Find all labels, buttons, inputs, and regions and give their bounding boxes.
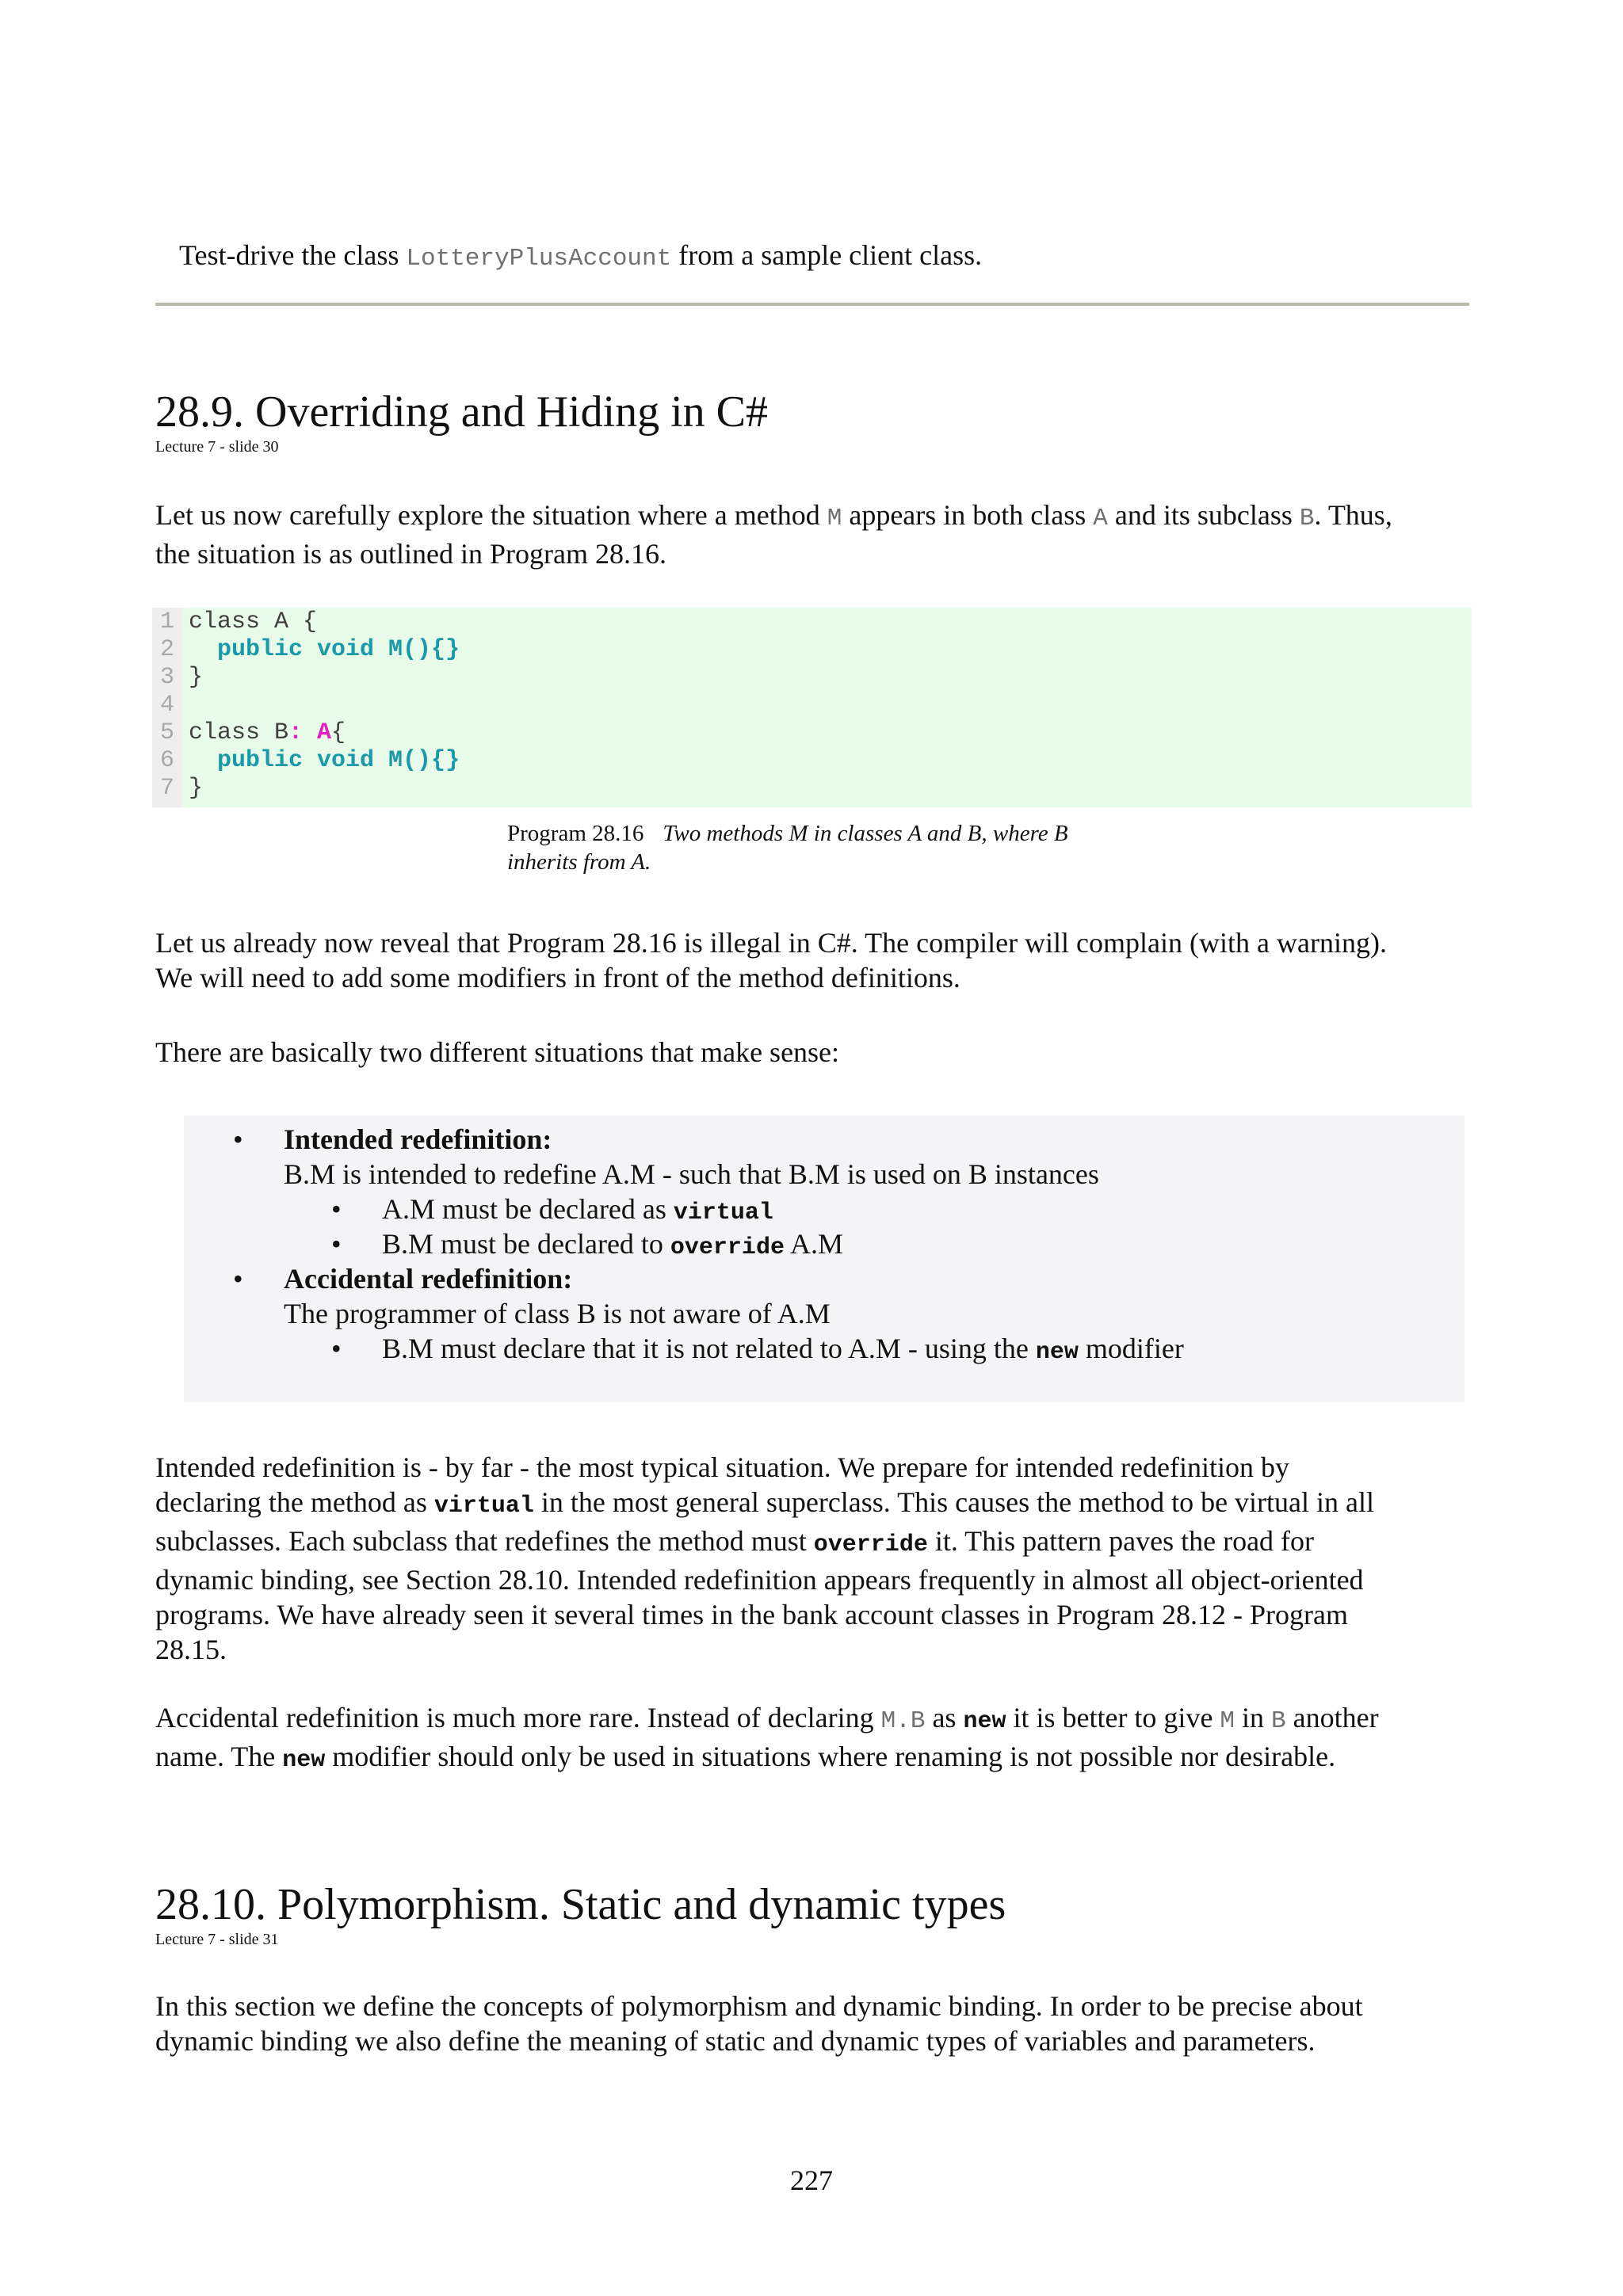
intro-paragraph: Let us now carefully explore the situation where a method M appears in both class A and its subclass B. Thus, the situation is as outlined in Program 28.16. [155, 499, 1392, 570]
paragraph: Accidental redefinition is much more rare. Instead of declaring M.B as new it is better to give M in B another name. The new modifier should only be used in situations where renaming is not possible nor desirable. [155, 1702, 1379, 1774]
paragraph: Intended redefinition is - by far - the most typical situation. We prepare for intended redefinition by declaring the method as virtual in the most general superclass. This causes the method to be virtual in all subclasses. Each subclass that redefines the method must override it. This pattern paves the road for dynamic binding, see Section 28.10. Intended redefinition appears frequently in almost all object-oriented programs. We have already seen it several times in the bank account classes in Program 28.12 - Program 28.15. [155, 1451, 1375, 1665]
bullet-box: • Intended redefinition: B.M is intended to redefine A.M - such that B.M is used on B instances • A.M must be declared as virtual • B.M must be declared to override A.M • Accidental redefinition: The programmer of class B is not aware of A.M • B.M must declare that it is not related to A.M - using the new modifier [184, 1116, 1465, 1402]
code-line: 5 class B: A{ [159, 719, 346, 746]
paragraph: In this section we define the concepts of polymorphism and dynamic binding. In order to be precise about dynamic binding we also define the meaning of static and dynamic types of variables and parameters. [155, 1990, 1363, 2057]
section-title: 28.9. Overriding and Hiding in C# [155, 387, 769, 437]
code-line: 2 public void M(){} [159, 636, 460, 663]
exercise-text: Test-drive the class LotteryPlusAccount from a sample client class. [179, 239, 983, 273]
code-line: 7 } [159, 775, 204, 802]
page-number: 227 [790, 2164, 833, 2196]
code-line: 6 public void M(){} [159, 747, 460, 774]
horizontal-rule [155, 303, 1469, 306]
slide-reference: Lecture 7 - slide 31 [155, 1931, 279, 1948]
paragraph: There are basically two different situations that make sense: [155, 1036, 840, 1068]
inline-code: LotteryPlusAccount [406, 245, 672, 273]
program-caption: Program 28.16 Two methods M in classes A and B, where B inherits from A. [507, 821, 1068, 875]
code-line: 1 class A { [159, 608, 318, 635]
code-block [152, 608, 1472, 807]
paragraph: Let us already now reveal that Program 28.16 is illegal in C#. The compiler will complain (with a warning). We will need to add some modifiers in front of the method definitions. [155, 927, 1387, 994]
code-line: 4 [159, 692, 174, 719]
list-item-desc: The programmer of class B is not aware of A.M [284, 1298, 831, 1329]
section-title: 28.10. Polymorphism. Static and dynamic types [155, 1880, 1006, 1929]
list-item-desc: B.M is intended to redefine A.M - such that B.M is used on B instances [284, 1158, 1099, 1190]
slide-reference: Lecture 7 - slide 30 [155, 438, 279, 456]
code-line: 3 } [159, 664, 204, 691]
